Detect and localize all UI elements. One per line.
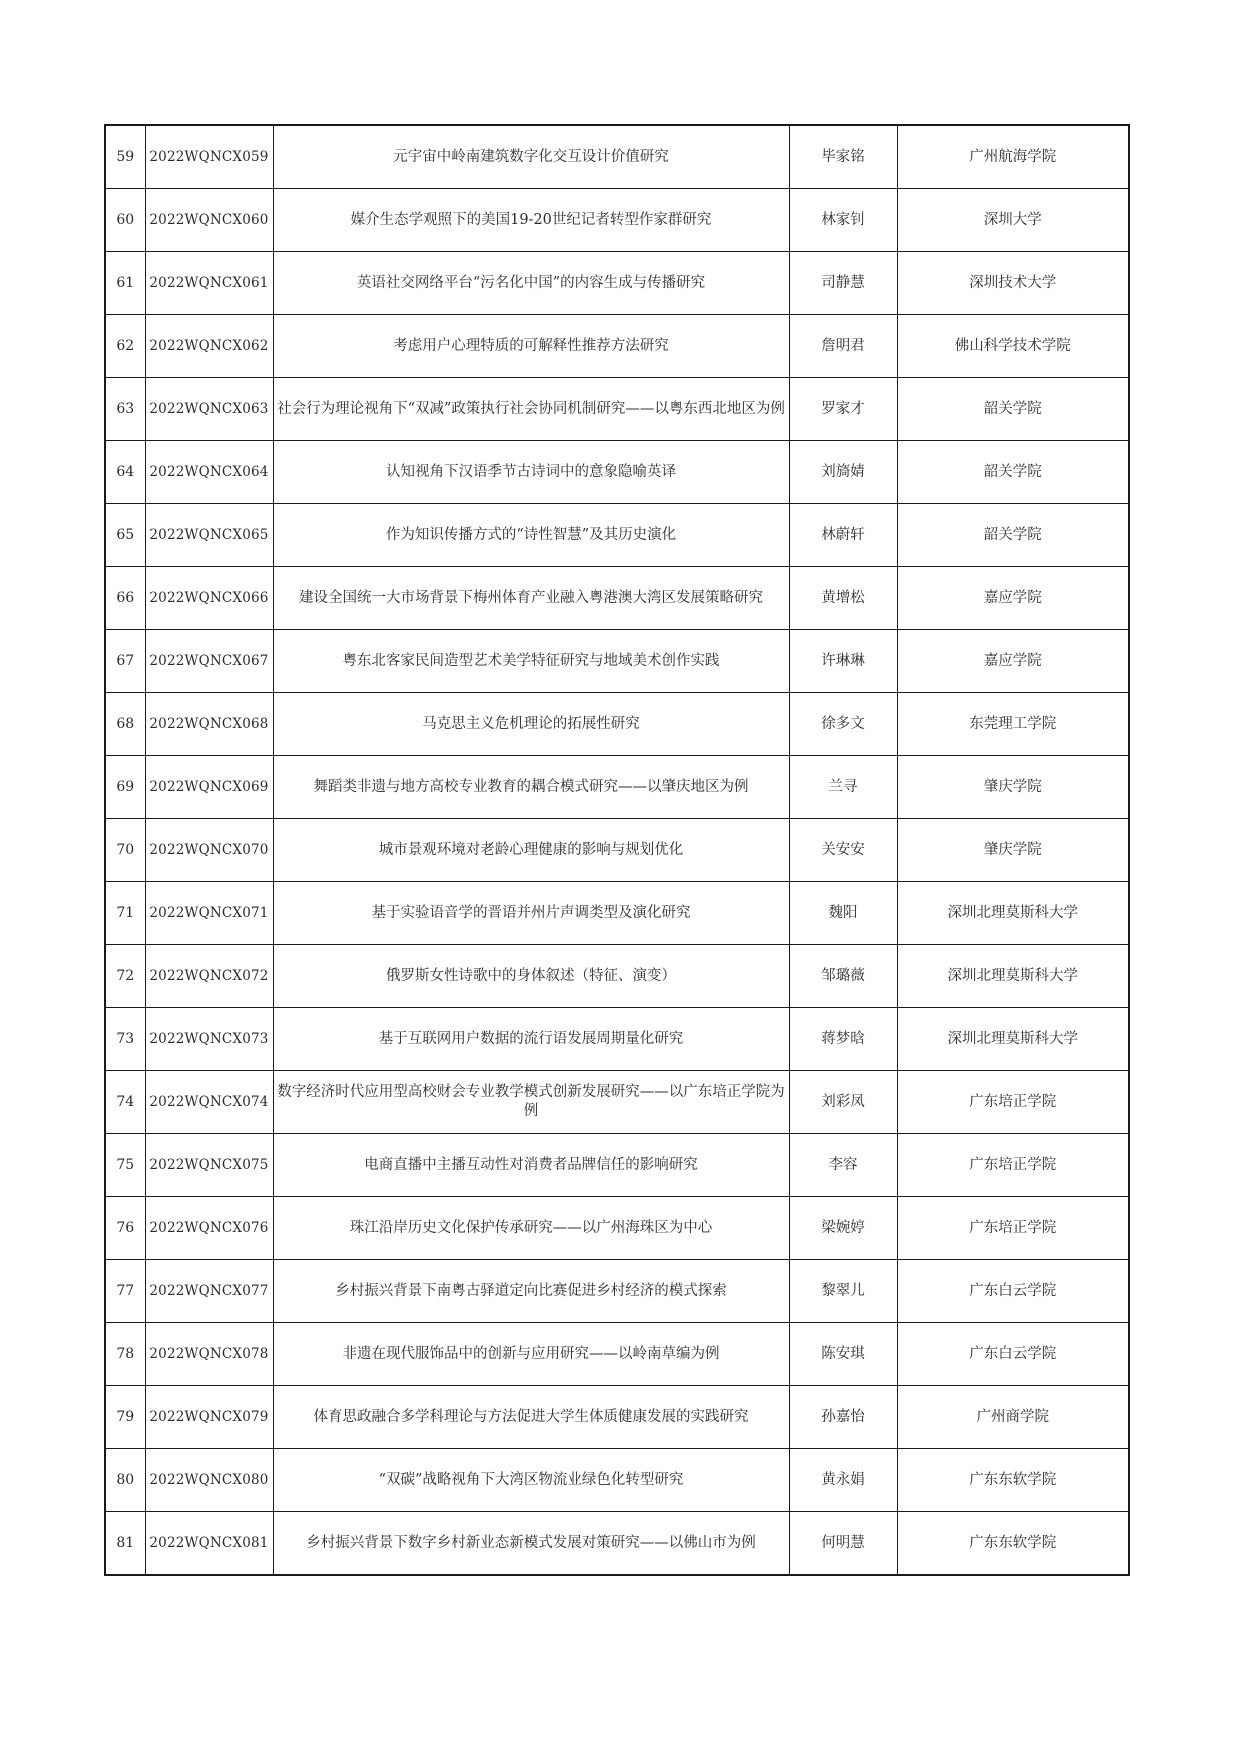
project-code: 2022WQNCX072 xyxy=(145,945,273,1008)
project-title: 基于互联网用户数据的流行语发展周期量化研究 xyxy=(273,1008,789,1071)
institution-name: 肇庆学院 xyxy=(897,756,1129,819)
table-row xyxy=(105,1134,1129,1197)
project-leader: 黎翠儿 xyxy=(789,1260,897,1323)
table-row xyxy=(105,1071,1129,1134)
project-code: 2022WQNCX081 xyxy=(145,1512,273,1576)
institution-name: 韶关学院 xyxy=(897,441,1129,504)
institution-name: 嘉应学院 xyxy=(897,567,1129,630)
institution-name: 佛山科学技术学院 xyxy=(897,315,1129,378)
institution-name: 广东白云学院 xyxy=(897,1323,1129,1386)
row-number: 61 xyxy=(105,252,145,315)
institution-name: 韶关学院 xyxy=(897,378,1129,441)
project-leader: 许琳琳 xyxy=(789,630,897,693)
table-row xyxy=(105,1197,1129,1260)
row-number: 71 xyxy=(105,882,145,945)
project-leader: 魏阳 xyxy=(789,882,897,945)
row-number: 72 xyxy=(105,945,145,1008)
table-row xyxy=(105,378,1129,441)
table-row xyxy=(105,567,1129,630)
table-row xyxy=(105,1323,1129,1386)
project-code: 2022WQNCX078 xyxy=(145,1323,273,1386)
institution-name: 广州商学院 xyxy=(897,1386,1129,1449)
project-code: 2022WQNCX071 xyxy=(145,882,273,945)
project-code: 2022WQNCX080 xyxy=(145,1449,273,1512)
table-row xyxy=(105,630,1129,693)
project-code: 2022WQNCX070 xyxy=(145,819,273,882)
project-title: 马克思主义危机理论的拓展性研究 xyxy=(273,693,789,756)
institution-name: 深圳技术大学 xyxy=(897,252,1129,315)
project-title: 数字经济时代应用型高校财会专业教学模式创新发展研究——以广东培正学院为例 xyxy=(273,1071,789,1134)
project-title: 媒介生态学观照下的美国19-20世纪记者转型作家群研究 xyxy=(273,189,789,252)
row-number: 80 xyxy=(105,1449,145,1512)
project-code: 2022WQNCX074 xyxy=(145,1071,273,1134)
project-code: 2022WQNCX076 xyxy=(145,1197,273,1260)
table-row xyxy=(105,189,1129,252)
project-leader: 孙嘉怡 xyxy=(789,1386,897,1449)
table-row xyxy=(105,1449,1129,1512)
row-number: 64 xyxy=(105,441,145,504)
table-row xyxy=(105,1386,1129,1449)
project-code: 2022WQNCX059 xyxy=(145,125,273,189)
project-title: 元宇宙中岭南建筑数字化交互设计价值研究 xyxy=(273,125,789,189)
project-code: 2022WQNCX060 xyxy=(145,189,273,252)
institution-name: 广东培正学院 xyxy=(897,1134,1129,1197)
project-code: 2022WQNCX068 xyxy=(145,693,273,756)
row-number: 69 xyxy=(105,756,145,819)
project-code: 2022WQNCX067 xyxy=(145,630,273,693)
row-number: 59 xyxy=(105,125,145,189)
institution-name: 广东白云学院 xyxy=(897,1260,1129,1323)
table-body xyxy=(105,125,1129,1575)
table-row xyxy=(105,504,1129,567)
institution-name: 深圳北理莫斯科大学 xyxy=(897,1008,1129,1071)
row-number: 66 xyxy=(105,567,145,630)
project-code: 2022WQNCX062 xyxy=(145,315,273,378)
project-code: 2022WQNCX073 xyxy=(145,1008,273,1071)
project-leader: 关安安 xyxy=(789,819,897,882)
row-number: 70 xyxy=(105,819,145,882)
table-row xyxy=(105,1008,1129,1071)
project-title: 俄罗斯女性诗歌中的身体叙述（特征、演变） xyxy=(273,945,789,1008)
institution-name: 广东东软学院 xyxy=(897,1449,1129,1512)
project-leader: 黄永娟 xyxy=(789,1449,897,1512)
institution-name: 广东东软学院 xyxy=(897,1512,1129,1576)
row-number: 77 xyxy=(105,1260,145,1323)
project-title: 考虑用户心理特质的可解释性推荐方法研究 xyxy=(273,315,789,378)
project-code: 2022WQNCX066 xyxy=(145,567,273,630)
project-title: 舞蹈类非遗与地方高校专业教育的耦合模式研究——以肇庆地区为例 xyxy=(273,756,789,819)
institution-name: 广东培正学院 xyxy=(897,1197,1129,1260)
row-number: 73 xyxy=(105,1008,145,1071)
project-leader: 林蔚轩 xyxy=(789,504,897,567)
row-number: 79 xyxy=(105,1386,145,1449)
project-title: 珠江沿岸历史文化保护传承研究——以广州海珠区为中心 xyxy=(273,1197,789,1260)
table-row xyxy=(105,945,1129,1008)
project-leader: 刘彩凤 xyxy=(789,1071,897,1134)
project-title: 社会行为理论视角下“双减”政策执行社会协同机制研究——以粤东西北地区为例 xyxy=(273,378,789,441)
institution-name: 深圳大学 xyxy=(897,189,1129,252)
institution-name: 嘉应学院 xyxy=(897,630,1129,693)
project-leader: 徐多文 xyxy=(789,693,897,756)
project-code: 2022WQNCX069 xyxy=(145,756,273,819)
project-leader: 蒋梦晗 xyxy=(789,1008,897,1071)
project-title: 城市景观环境对老龄心理健康的影响与规划优化 xyxy=(273,819,789,882)
table-row xyxy=(105,756,1129,819)
table-row xyxy=(105,315,1129,378)
project-title: 建设全国统一大市场背景下梅州体育产业融入粤港澳大湾区发展策略研究 xyxy=(273,567,789,630)
project-code: 2022WQNCX064 xyxy=(145,441,273,504)
table-row xyxy=(105,1260,1129,1323)
institution-name: 深圳北理莫斯科大学 xyxy=(897,945,1129,1008)
institution-name: 广东培正学院 xyxy=(897,1071,1129,1134)
project-leader: 罗家才 xyxy=(789,378,897,441)
institution-name: 深圳北理莫斯科大学 xyxy=(897,882,1129,945)
table-row xyxy=(105,693,1129,756)
project-title: 基于实验语音学的晋语并州片声调类型及演化研究 xyxy=(273,882,789,945)
project-leader: 毕家铭 xyxy=(789,125,897,189)
project-title: 电商直播中主播互动性对消费者品牌信任的影响研究 xyxy=(273,1134,789,1197)
project-leader: 司静慧 xyxy=(789,252,897,315)
project-leader: 何明慧 xyxy=(789,1512,897,1576)
project-title: 非遗在现代服饰品中的创新与应用研究——以岭南草编为例 xyxy=(273,1323,789,1386)
institution-name: 肇庆学院 xyxy=(897,819,1129,882)
project-code: 2022WQNCX061 xyxy=(145,252,273,315)
project-title: 认知视角下汉语季节古诗词中的意象隐喻英译 xyxy=(273,441,789,504)
project-title: 作为知识传播方式的“诗性智慧”及其历史演化 xyxy=(273,504,789,567)
table-row xyxy=(105,252,1129,315)
project-leader: 詹明君 xyxy=(789,315,897,378)
project-title: 乡村振兴背景下南粤古驿道定向比赛促进乡村经济的模式探索 xyxy=(273,1260,789,1323)
row-number: 65 xyxy=(105,504,145,567)
project-leader: 梁婉婷 xyxy=(789,1197,897,1260)
project-list-table xyxy=(104,124,1130,1576)
project-title: 乡村振兴背景下数字乡村新业态新模式发展对策研究——以佛山市为例 xyxy=(273,1512,789,1576)
row-number: 67 xyxy=(105,630,145,693)
project-code: 2022WQNCX075 xyxy=(145,1134,273,1197)
project-leader: 黄增松 xyxy=(789,567,897,630)
project-title: 英语社交网络平台“污名化中国”的内容生成与传播研究 xyxy=(273,252,789,315)
table-row xyxy=(105,882,1129,945)
row-number: 75 xyxy=(105,1134,145,1197)
table-row xyxy=(105,1512,1129,1576)
project-code: 2022WQNCX063 xyxy=(145,378,273,441)
project-leader: 李容 xyxy=(789,1134,897,1197)
project-code: 2022WQNCX079 xyxy=(145,1386,273,1449)
table-row xyxy=(105,819,1129,882)
institution-name: 韶关学院 xyxy=(897,504,1129,567)
project-code: 2022WQNCX077 xyxy=(145,1260,273,1323)
project-title: “双碳”战略视角下大湾区物流业绿色化转型研究 xyxy=(273,1449,789,1512)
row-number: 60 xyxy=(105,189,145,252)
row-number: 76 xyxy=(105,1197,145,1260)
project-title: 粤东北客家民间造型艺术美学特征研究与地域美术创作实践 xyxy=(273,630,789,693)
project-leader: 刘旖婧 xyxy=(789,441,897,504)
institution-name: 东莞理工学院 xyxy=(897,693,1129,756)
row-number: 74 xyxy=(105,1071,145,1134)
institution-name: 广州航海学院 xyxy=(897,125,1129,189)
project-leader: 林家钊 xyxy=(789,189,897,252)
table-row xyxy=(105,125,1129,189)
table-row xyxy=(105,441,1129,504)
row-number: 63 xyxy=(105,378,145,441)
project-leader: 陈安琪 xyxy=(789,1323,897,1386)
row-number: 62 xyxy=(105,315,145,378)
project-leader: 兰寻 xyxy=(789,756,897,819)
row-number: 68 xyxy=(105,693,145,756)
project-code: 2022WQNCX065 xyxy=(145,504,273,567)
row-number: 78 xyxy=(105,1323,145,1386)
row-number: 81 xyxy=(105,1512,145,1576)
project-leader: 邹璐薇 xyxy=(789,945,897,1008)
project-title: 体育思政融合多学科理论与方法促进大学生体质健康发展的实践研究 xyxy=(273,1386,789,1449)
